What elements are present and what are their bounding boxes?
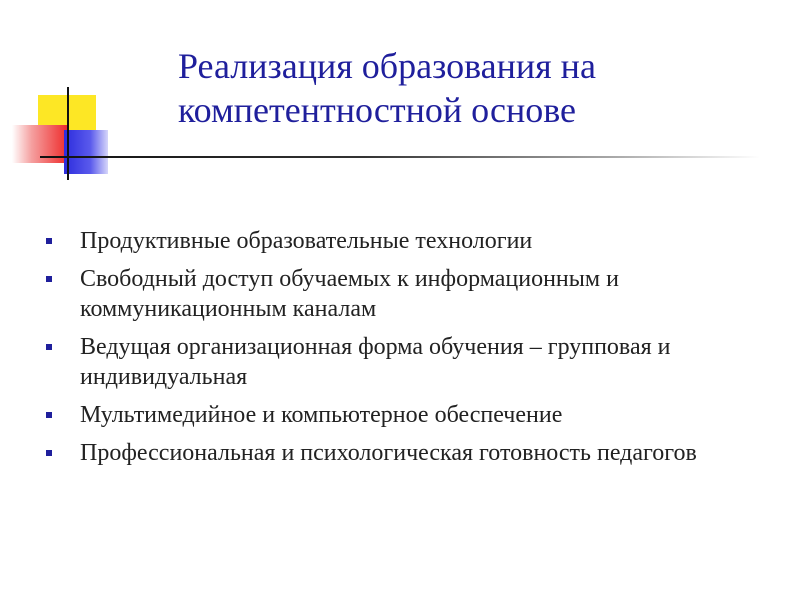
bullet-text: Свободный доступ обучаемых к информационным и коммуникационным каналам	[80, 266, 619, 322]
bullet-item	[44, 264, 784, 324]
square-bullet-icon	[46, 412, 52, 418]
bullet-item	[44, 400, 784, 430]
bullet-list	[44, 226, 784, 476]
bullet-text: Профессиональная и психологическая готовность педагогов	[80, 440, 697, 466]
square-bullet-icon	[46, 450, 52, 456]
bullet-item	[44, 226, 784, 256]
square-bullet-icon	[46, 276, 52, 282]
slide-title	[178, 44, 778, 132]
bullet-item	[44, 332, 784, 392]
title-underline-divider	[40, 156, 760, 158]
bullet-text: Продуктивные образовательные технологии	[80, 228, 533, 254]
bullet-item	[44, 438, 784, 468]
slide-title-line-1: Реализация образования на	[178, 46, 596, 86]
vertical-line-decoration	[67, 87, 69, 180]
bullet-text: Мультимедийное и компьютерное обеспечение	[80, 402, 563, 428]
square-bullet-icon	[46, 238, 52, 244]
bullet-text: Ведущая организационная форма обучения – групповая и индивидуальная	[80, 334, 671, 390]
square-bullet-icon	[46, 344, 52, 350]
decorative-logo-blocks	[0, 0, 120, 190]
blue-square-decoration	[64, 130, 108, 174]
slide-title-line-2: компетентностной основе	[178, 90, 577, 130]
